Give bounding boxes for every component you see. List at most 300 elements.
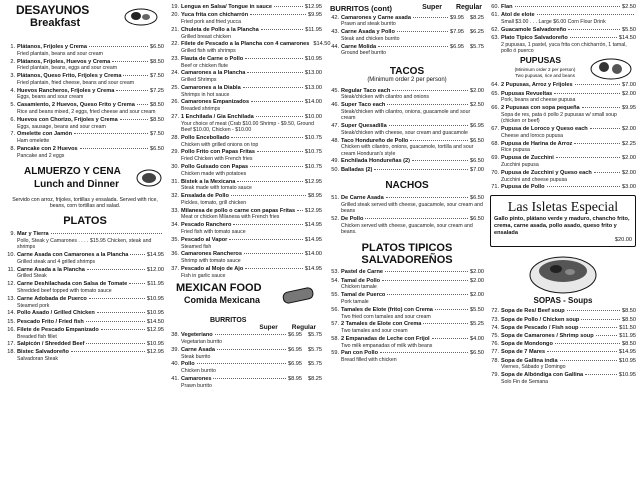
item-body (501, 141, 636, 154)
item-description: Rice and beans mixed, 2 eggs, fried cheese and sour cream (17, 109, 156, 115)
item-line (181, 149, 322, 156)
item-price: $10.75 (304, 164, 322, 171)
item-name: 1 Enchilada / Gia Enchilada (181, 114, 254, 121)
item-description: Fried plantain, beans, eggs and sour cream (17, 65, 118, 72)
item-name: Carne Asada a la Plancha (17, 266, 85, 273)
menu-item (6, 349, 164, 362)
leader-dots (244, 253, 303, 254)
menu-item (490, 35, 636, 55)
item-description: Grilled steak served with cheese, guacamole, sour cream and beans (341, 201, 483, 215)
item-price: $14.95 (304, 222, 322, 229)
leader-dots (245, 268, 303, 269)
item-price: $10.95 (618, 372, 636, 379)
item-line (341, 278, 484, 285)
leader-dots (389, 125, 468, 126)
item-body (501, 82, 636, 89)
item-number: 27. (171, 114, 179, 121)
menu-item (170, 376, 322, 389)
item-price: $8.50 (150, 116, 164, 123)
leader-dots (413, 17, 448, 18)
item-body (17, 73, 164, 86)
leader-dots (89, 298, 145, 299)
item-number: 19. (171, 4, 179, 10)
item-line (501, 341, 636, 348)
item-line (341, 88, 484, 95)
item-price: $12.95 (304, 178, 322, 185)
item-price: $6.50 (470, 137, 484, 144)
item-number: 70. (491, 169, 499, 176)
item-number: 33. (171, 207, 179, 214)
regular-price: $5.75 (470, 43, 484, 50)
item-body (181, 135, 322, 148)
item-name: Chuleta de Pollo a la Plancha (181, 26, 259, 33)
item-body (501, 91, 636, 104)
menu-item (330, 102, 484, 122)
leader-dots (555, 343, 620, 344)
item-name: Filete de Pescado a la Plancha con 4 camarones (181, 41, 310, 48)
menu-item (6, 267, 164, 280)
item-body (341, 123, 484, 136)
item-price: $8.50 (150, 58, 164, 65)
item-body (17, 341, 164, 348)
item-number: 77. (491, 349, 499, 356)
item-name: Pollo Guisado con Papas (181, 164, 249, 171)
item-price: $10.95 (304, 55, 322, 62)
item-body (501, 317, 636, 324)
item-price: $9.95 (308, 12, 322, 19)
menu-item (330, 123, 484, 136)
menu-item (490, 105, 636, 125)
item-body (341, 44, 484, 57)
item-line (17, 131, 164, 138)
item-price: $14.95 (618, 349, 636, 356)
menu-item (330, 350, 484, 363)
item-name: Carne Deshilachada con Salsa de Tomate (17, 281, 128, 288)
leader-dots (101, 329, 145, 330)
item-line (341, 307, 484, 314)
platos-tipicos-subtitle: SALVADOREÑOS (361, 253, 453, 266)
item-body (17, 267, 164, 280)
breakfast-list (6, 44, 164, 159)
item-line (17, 310, 164, 317)
menu-item (6, 59, 164, 72)
item-price: $7.00 (470, 166, 484, 173)
lunch-subtitle: Lunch and Dinner (34, 178, 119, 190)
item-number: 5. (10, 102, 15, 109)
item-name: Balladas (2) (341, 166, 373, 173)
leader-dots (215, 334, 286, 335)
item-description: Grilled Steak (17, 273, 47, 280)
menu-item (170, 361, 322, 374)
item-number: 36. (171, 251, 179, 258)
item-line (17, 281, 164, 288)
menu-item (6, 327, 164, 340)
item-description: Prawn burrito (181, 382, 212, 389)
item-body (181, 376, 322, 389)
item-number: 14. (7, 310, 15, 317)
item-body (341, 15, 484, 28)
item-body (341, 138, 484, 158)
item-body (17, 231, 164, 251)
leader-dots (574, 143, 620, 144)
breakfast-plate-icon (124, 6, 158, 26)
item-price: $7.00 (622, 82, 636, 89)
breakfast-header (6, 4, 164, 44)
item-body (181, 164, 322, 177)
item-description: Ground beef burrito (341, 50, 386, 57)
item-description: Your choice of meat (Crab $10.00 Shrimp - $9.50, Ground Beef $10.00, Chicken - $10.00 (181, 120, 315, 134)
leader-dots (257, 151, 303, 152)
item-description: Eggs, sausage, beans and sour cream (17, 123, 106, 130)
item-body (341, 307, 484, 320)
item-line (501, 349, 636, 356)
menu-item (6, 281, 164, 294)
item-description: Steak/chicken with cheese, sour cream and guacamole (341, 129, 468, 136)
item-name: Camarones Rancheros (181, 251, 242, 258)
item-number: 16. (7, 326, 15, 333)
item-price: $2.00 (622, 155, 636, 162)
menu-item (330, 195, 484, 215)
item-description: Chicken served with cheese, guacamole, sour cream and beans. (341, 222, 473, 236)
menu-item (330, 15, 484, 28)
item-description: Fried pork and fried yucca (181, 19, 241, 26)
item-number: 40. (171, 361, 179, 368)
item-number: 29. (171, 149, 179, 156)
leader-dots (575, 84, 620, 85)
menu-item (330, 44, 484, 57)
item-body (501, 184, 636, 191)
leader-dots (596, 335, 618, 336)
item-name: Huevos con Chorizo, Frijoles y Crema (17, 116, 118, 123)
item-price: $6.50 (150, 145, 164, 152)
item-number: 62. (491, 26, 499, 33)
item-name: Sopa de Pollo / Chicken soup (501, 316, 580, 323)
item-name: Super Quesadilla (341, 123, 387, 130)
super-price: $6.95 (288, 332, 302, 339)
platos-title: PLATOS (63, 214, 107, 227)
item-line (17, 44, 164, 51)
item-number: 18. (7, 349, 15, 356)
leader-dots (568, 29, 620, 30)
menu-item (490, 170, 636, 183)
item-body (181, 361, 322, 374)
item-price: $13.00 (304, 84, 322, 91)
item-line (181, 222, 322, 229)
menu-item (170, 208, 322, 221)
menu-item (6, 117, 164, 130)
item-body (501, 155, 636, 168)
item-price: $10.75 (304, 149, 322, 156)
menu-item (170, 222, 322, 235)
leader-dots (51, 233, 162, 234)
item-body (341, 102, 484, 122)
item-number: 60. (491, 4, 499, 10)
item-line (341, 15, 484, 22)
leader-dots (585, 374, 617, 375)
item-description: Eggs, beans and sour cream (17, 94, 84, 101)
item-number: 56. (331, 306, 339, 313)
item-line (17, 296, 164, 303)
item-number: 38. (171, 332, 179, 339)
leader-dots (387, 104, 468, 105)
item-line (181, 361, 322, 368)
item-number: 50. (331, 166, 339, 173)
item-price: $7.50 (150, 73, 164, 80)
item-name: 2 Pupusas, Arroz y Frijoles (501, 82, 573, 89)
item-line (501, 4, 636, 11)
item-description: Two tamales and sour cream (341, 328, 408, 335)
item-name: Pupusas Revueltas (501, 90, 553, 97)
leader-dots (247, 72, 303, 73)
item-description: Steak made with tomato sauce (181, 185, 252, 192)
regular-price: $5.75 (308, 361, 322, 368)
item-line (501, 184, 636, 191)
leader-dots (197, 363, 286, 364)
item-number: 51. (331, 194, 339, 201)
item-price: $11.95 (305, 26, 322, 33)
isletas-description: Gallo pinto, plátano verde y maduro, chancho frito, crema, carne asada, pollo asado, queso frito y ensalada (494, 216, 630, 237)
item-line (501, 35, 636, 42)
item-number: 72. (491, 308, 499, 315)
item-name: Atol de elote (501, 12, 535, 19)
item-name: Tamales de Elote (frito) con Crema (341, 306, 433, 313)
isletas-title: Las Isletas Especial (507, 200, 619, 216)
item-price: $14.95 (146, 252, 164, 259)
item-description: Steak burrito (181, 353, 211, 360)
item-body (501, 358, 636, 371)
column-3 (330, 4, 484, 365)
breakfast-title: DESAYUNOS (16, 3, 90, 17)
menu-item (170, 56, 322, 69)
leader-dots (245, 58, 303, 59)
item-body (501, 27, 636, 34)
item-description: Grilled steak and 4 grilled shrimps (17, 258, 96, 265)
item-number: 2. (10, 58, 15, 65)
item-body (341, 216, 484, 236)
item-name: Camarones (181, 375, 212, 382)
item-body (17, 296, 164, 309)
col-regular: Regular (455, 4, 482, 11)
item-body (181, 99, 322, 112)
item-description: Two milk empanadas of milk with beans (341, 342, 433, 349)
item-body (341, 167, 484, 174)
item-price: $10.00 (304, 114, 322, 121)
item-name: Pollo Asado / Grilled Chicken (17, 310, 95, 317)
item-name: Flauta de Carne o Pollo (181, 55, 244, 62)
burritos-cont-list (330, 15, 484, 57)
burrito-icon (280, 285, 316, 305)
item-number: 6. (10, 116, 15, 123)
leader-dots (261, 29, 304, 30)
item-line (17, 102, 164, 109)
item-number: 79. (491, 372, 499, 379)
item-number: 7. (10, 131, 15, 138)
pupusas-header (490, 56, 636, 82)
item-description: 2 pupusas, 1 pastel, yuca frita con chicharrón, 1 tamal, pollo ó puerco (501, 41, 627, 55)
item-description: Fried Chicken with French fries (181, 156, 253, 163)
leader-dots (251, 101, 303, 102)
item-description: Chicken tamale (341, 284, 377, 291)
item-line (341, 158, 484, 165)
item-line (181, 347, 322, 354)
leader-dots (137, 104, 148, 105)
item-name: Tamal de Pollo (341, 277, 381, 284)
leader-dots (256, 116, 303, 117)
item-number: 22. (171, 41, 179, 48)
item-name: Huevos Rancheros, Frijoles y Crema (17, 87, 115, 94)
mexican-subtitle: Comida Mexicana (184, 295, 261, 305)
menu-item (490, 325, 636, 332)
menu-item (490, 91, 636, 104)
item-number: 71. (491, 184, 499, 191)
item-line (181, 193, 322, 200)
item-price: $5.50 (622, 26, 636, 33)
item-line (17, 327, 164, 334)
leader-dots (580, 327, 617, 328)
menu-item (170, 27, 322, 40)
menu-item (330, 292, 484, 305)
menu-item (490, 349, 636, 356)
leader-dots (382, 280, 468, 281)
item-name: Plato Típico Salvadoreño (501, 34, 568, 41)
item-prices (450, 44, 484, 51)
super-price: $6.95 (450, 43, 464, 50)
item-number: 46. (331, 102, 339, 109)
leader-dots (435, 309, 468, 310)
menu-item (170, 347, 322, 360)
menu-item (330, 29, 484, 42)
item-line (501, 91, 636, 98)
leader-dots (120, 119, 148, 120)
item-number: 61. (491, 12, 499, 19)
desserts-list (490, 4, 636, 54)
menu-item (6, 252, 164, 265)
item-line (341, 44, 484, 51)
item-description: Breaded shrimps (181, 106, 221, 113)
item-number: 67. (491, 126, 499, 133)
item-name: Pollo Encebollado (181, 134, 230, 141)
item-name: Bistek a la Mexicana (181, 178, 236, 185)
super-price: $8.95 (288, 375, 302, 382)
leader-dots (515, 6, 621, 7)
menu-item (6, 131, 164, 144)
item-description: Pickles, tomato, grill chicken (181, 199, 247, 206)
item-line (181, 85, 322, 92)
item-body (17, 44, 164, 57)
item-body (17, 88, 164, 101)
item-price: $2.50 (622, 4, 636, 10)
item-description: Small $3.00 . . . Large $6.00 Corn Flour Drink (501, 19, 606, 26)
item-number: 66. (491, 105, 499, 112)
item-line (341, 123, 484, 130)
menu-item (170, 85, 322, 98)
item-body (501, 35, 636, 55)
regular-price: $8.25 (470, 14, 484, 21)
item-price: $11.95 (147, 281, 164, 288)
item-body (17, 252, 164, 265)
item-line (17, 59, 164, 66)
item-name: Yuca frita con chicharrón (181, 12, 249, 19)
item-number: 39. (171, 346, 179, 353)
item-line (181, 114, 322, 121)
item-description: Cheese and loroco pupusa (501, 132, 564, 139)
item-name: Pan con Pollo (341, 350, 378, 357)
item-price: $8.50 (622, 341, 636, 348)
leader-dots (392, 90, 468, 91)
item-line (181, 208, 322, 215)
item-body (181, 56, 322, 69)
item-name: Carne Adobada de Puerco (17, 295, 87, 302)
item-name: 2 Empanadas de Leche con Frijol (341, 335, 430, 342)
leader-dots (570, 37, 617, 38)
item-body (17, 327, 164, 340)
item-number: 24. (171, 70, 179, 77)
item-line (181, 251, 322, 258)
breakfast-subtitle: Breakfast (30, 17, 81, 29)
item-description: Shrimp with tomato sauce (181, 258, 241, 265)
item-line (17, 341, 164, 348)
item-line (181, 56, 322, 63)
item-name: Guacamole Salvadoreño (501, 26, 567, 33)
item-body (501, 12, 636, 25)
item-body (501, 126, 636, 139)
item-line (501, 358, 636, 365)
leader-dots (412, 160, 468, 161)
item-price: $11.50 (619, 324, 636, 331)
item-number: 10. (7, 252, 15, 259)
item-description: Breaded fish fillet (17, 333, 57, 340)
item-price: $5.50 (470, 306, 484, 313)
nachos-title: NACHOS (385, 180, 429, 192)
item-prices (288, 332, 322, 339)
item-number: 1. (10, 44, 15, 50)
burritos-header (170, 317, 322, 324)
leader-dots (112, 61, 148, 62)
item-price: $14.95 (304, 236, 322, 243)
item-name: Milanesa de pollo o carne con papas Fritas (181, 207, 296, 214)
platos-list (6, 231, 164, 362)
item-name: Pollo Frito con Papas Fritas (181, 149, 255, 156)
item-line (181, 27, 322, 34)
item-name: Sopa de Pescado / Fish soup (501, 324, 579, 331)
item-description: Ham omelette (17, 138, 50, 145)
item-number: 68. (491, 140, 499, 147)
item-line (181, 237, 322, 244)
item-line (181, 41, 331, 48)
menu-item (490, 4, 636, 11)
item-number: 59. (331, 350, 339, 357)
item-line (501, 325, 636, 332)
menu-item (490, 12, 636, 25)
item-name: Carne Asada con Camarones a la Plancha (17, 252, 129, 259)
item-price: $14.00 (304, 251, 322, 258)
item-price: $7.50 (150, 131, 164, 138)
item-number: 34. (171, 222, 179, 229)
menu-item (330, 216, 484, 236)
item-body (501, 372, 636, 385)
leader-dots (237, 181, 302, 182)
item-name: Camarones a la Diabla (181, 84, 241, 91)
item-price: $6.50 (150, 44, 164, 50)
sopas-title: SOPAS - Soups (533, 295, 593, 305)
item-body (501, 170, 636, 183)
item-number: 30. (171, 164, 179, 171)
menu-item (170, 266, 322, 279)
leader-dots (374, 169, 468, 170)
super-price: $7.95 (450, 29, 464, 36)
item-number: 20. (171, 12, 179, 19)
menu-item (330, 269, 484, 276)
